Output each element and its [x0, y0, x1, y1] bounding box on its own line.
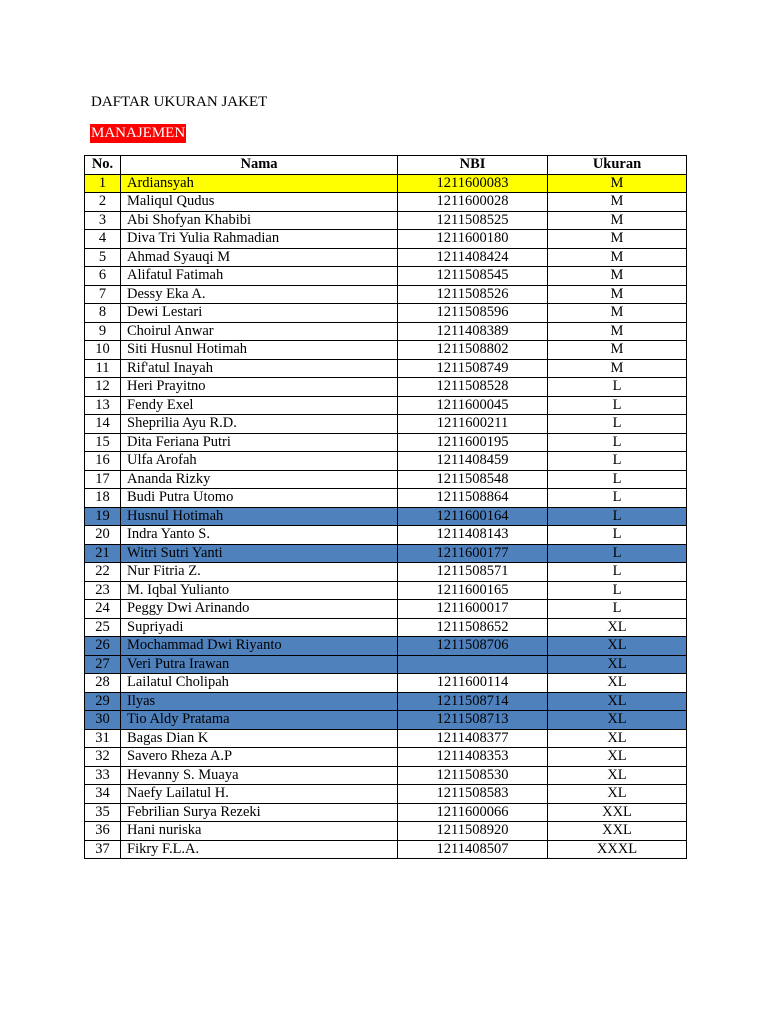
cell-no: 27	[85, 655, 121, 674]
cell-nbi: 1211408507	[398, 840, 548, 859]
cell-name: Ulfa Arofah	[121, 452, 398, 471]
cell-size: XXL	[548, 803, 687, 822]
table-row	[85, 285, 687, 304]
cell-name: Witri Sutri Yanti	[121, 544, 398, 563]
cell-nbi: 1211508583	[398, 785, 548, 804]
cell-no: 14	[85, 415, 121, 434]
cell-size: XL	[548, 637, 687, 656]
cell-size: XXL	[548, 822, 687, 841]
cell-size: L	[548, 526, 687, 545]
cell-no: 15	[85, 433, 121, 452]
section-label: MANAJEMEN	[91, 125, 186, 141]
cell-no: 17	[85, 470, 121, 489]
cell-name: Peggy Dwi Arinando	[121, 600, 398, 619]
cell-size: L	[548, 544, 687, 563]
cell-nbi: 1211600177	[398, 544, 548, 563]
cell-nbi: 1211600066	[398, 803, 548, 822]
cell-no: 19	[85, 507, 121, 526]
cell-name: Hevanny S. Muaya	[121, 766, 398, 785]
cell-name: Choirul Anwar	[121, 322, 398, 341]
cell-size: L	[548, 581, 687, 600]
cell-no: 29	[85, 692, 121, 711]
cell-name: Ananda Rizky	[121, 470, 398, 489]
cell-size: M	[548, 193, 687, 212]
cell-no: 33	[85, 766, 121, 785]
cell-name: Budi Putra Utomo	[121, 489, 398, 508]
cell-size: M	[548, 341, 687, 360]
table-row	[85, 674, 687, 693]
cell-no: 25	[85, 618, 121, 637]
cell-nbi: 1211600028	[398, 193, 548, 212]
cell-size: L	[548, 415, 687, 434]
cell-name: Dessy Eka A.	[121, 285, 398, 304]
table-row	[85, 470, 687, 489]
cell-nbi: 1211600083	[398, 174, 548, 193]
cell-size: XL	[548, 785, 687, 804]
cell-size: XL	[548, 711, 687, 730]
cell-size: XL	[548, 729, 687, 748]
cell-nbi: 1211408353	[398, 748, 548, 767]
cell-no: 30	[85, 711, 121, 730]
cell-size: L	[548, 433, 687, 452]
cell-name: Savero Rheza A.P	[121, 748, 398, 767]
cell-name: Hani nuriska	[121, 822, 398, 841]
cell-name: Naefy Lailatul H.	[121, 785, 398, 804]
cell-nbi: 1211508864	[398, 489, 548, 508]
cell-size: M	[548, 174, 687, 193]
cell-name: Husnul Hotimah	[121, 507, 398, 526]
cell-no: 8	[85, 304, 121, 323]
cell-name: Dita Feriana Putri	[121, 433, 398, 452]
cell-size: L	[548, 452, 687, 471]
cell-size: M	[548, 304, 687, 323]
cell-nbi: 1211600180	[398, 230, 548, 249]
table-row	[85, 489, 687, 508]
cell-no: 13	[85, 396, 121, 415]
jacket-size-table	[84, 155, 687, 859]
cell-no: 18	[85, 489, 121, 508]
table-row	[85, 655, 687, 674]
cell-size: M	[548, 285, 687, 304]
header-nbi: NBI	[398, 156, 548, 175]
cell-size: XL	[548, 692, 687, 711]
table-header-row	[85, 156, 687, 175]
cell-size: L	[548, 563, 687, 582]
table-row	[85, 230, 687, 249]
cell-nbi: 1211508545	[398, 267, 548, 286]
cell-no: 26	[85, 637, 121, 656]
cell-no: 22	[85, 563, 121, 582]
cell-nbi: 1211508548	[398, 470, 548, 489]
cell-size: L	[548, 396, 687, 415]
cell-name: Maliqul Qudus	[121, 193, 398, 212]
cell-size: L	[548, 600, 687, 619]
cell-size: XL	[548, 674, 687, 693]
cell-no: 31	[85, 729, 121, 748]
table-row	[85, 748, 687, 767]
cell-name: Supriyadi	[121, 618, 398, 637]
table-row	[85, 729, 687, 748]
cell-no: 3	[85, 211, 121, 230]
cell-name: Ardiansyah	[121, 174, 398, 193]
cell-size: XL	[548, 618, 687, 637]
table-row	[85, 304, 687, 323]
table-row	[85, 581, 687, 600]
cell-name: Heri Prayitno	[121, 378, 398, 397]
cell-name: Mochammad Dwi Riyanto	[121, 637, 398, 656]
table-row	[85, 766, 687, 785]
table-row	[85, 193, 687, 212]
table-row	[85, 174, 687, 193]
cell-size: M	[548, 248, 687, 267]
table-row	[85, 637, 687, 656]
cell-no: 5	[85, 248, 121, 267]
cell-name: Ahmad Syauqi M	[121, 248, 398, 267]
cell-size: M	[548, 267, 687, 286]
table-row	[85, 396, 687, 415]
cell-nbi: 1211408424	[398, 248, 548, 267]
cell-name: Indra Yanto S.	[121, 526, 398, 545]
cell-name: Lailatul Cholipah	[121, 674, 398, 693]
cell-size: L	[548, 470, 687, 489]
cell-nbi: 1211600165	[398, 581, 548, 600]
cell-no: 9	[85, 322, 121, 341]
cell-nbi: 1211508713	[398, 711, 548, 730]
cell-size: M	[548, 211, 687, 230]
cell-name: Veri Putra Irawan	[121, 655, 398, 674]
cell-no: 7	[85, 285, 121, 304]
cell-size: XL	[548, 748, 687, 767]
cell-nbi: 1211508596	[398, 304, 548, 323]
cell-no: 37	[85, 840, 121, 859]
cell-no: 35	[85, 803, 121, 822]
cell-no: 34	[85, 785, 121, 804]
cell-size: M	[548, 322, 687, 341]
cell-nbi: 1211508652	[398, 618, 548, 637]
cell-size: M	[548, 230, 687, 249]
cell-nbi: 1211600017	[398, 600, 548, 619]
cell-no: 11	[85, 359, 121, 378]
table-row	[85, 785, 687, 804]
table-row	[85, 803, 687, 822]
cell-no: 6	[85, 267, 121, 286]
table-row	[85, 563, 687, 582]
cell-nbi: 1211508714	[398, 692, 548, 711]
cell-nbi: 1211408143	[398, 526, 548, 545]
table-row	[85, 618, 687, 637]
cell-name: Diva Tri Yulia Rahmadian	[121, 230, 398, 249]
table-row	[85, 267, 687, 286]
cell-nbi: 1211408377	[398, 729, 548, 748]
cell-name: Tio Aldy Pratama	[121, 711, 398, 730]
cell-no: 24	[85, 600, 121, 619]
cell-nbi: 1211408389	[398, 322, 548, 341]
table-row	[85, 544, 687, 563]
cell-nbi: 1211508749	[398, 359, 548, 378]
cell-no: 32	[85, 748, 121, 767]
cell-nbi: 1211600045	[398, 396, 548, 415]
header-no: No.	[85, 156, 121, 175]
cell-no: 1	[85, 174, 121, 193]
cell-name: Fendy Exel	[121, 396, 398, 415]
cell-nbi: 1211508706	[398, 637, 548, 656]
cell-size: XL	[548, 655, 687, 674]
table-row	[85, 433, 687, 452]
cell-nbi: 1211600195	[398, 433, 548, 452]
cell-nbi: 1211600114	[398, 674, 548, 693]
cell-nbi: 1211508571	[398, 563, 548, 582]
cell-name: Sheprilia Ayu R.D.	[121, 415, 398, 434]
table-row	[85, 600, 687, 619]
cell-no: 23	[85, 581, 121, 600]
table-row	[85, 415, 687, 434]
table-row	[85, 692, 687, 711]
table-row	[85, 322, 687, 341]
cell-size: L	[548, 507, 687, 526]
cell-name: Rif'atul Inayah	[121, 359, 398, 378]
cell-no: 28	[85, 674, 121, 693]
cell-nbi: 1211508920	[398, 822, 548, 841]
table-row	[85, 526, 687, 545]
cell-size: XL	[548, 766, 687, 785]
table-row	[85, 507, 687, 526]
cell-no: 10	[85, 341, 121, 360]
cell-no: 20	[85, 526, 121, 545]
table-row	[85, 378, 687, 397]
cell-name: Siti Husnul Hotimah	[121, 341, 398, 360]
table-row	[85, 211, 687, 230]
cell-name: Nur Fitria Z.	[121, 563, 398, 582]
table-row	[85, 359, 687, 378]
cell-size: L	[548, 378, 687, 397]
header-size: Ukuran	[548, 156, 687, 175]
cell-no: 21	[85, 544, 121, 563]
header-name: Nama	[121, 156, 398, 175]
cell-no: 12	[85, 378, 121, 397]
cell-nbi: 1211408459	[398, 452, 548, 471]
cell-size: L	[548, 489, 687, 508]
cell-nbi: 1211508525	[398, 211, 548, 230]
cell-name: Bagas Dian K	[121, 729, 398, 748]
cell-nbi: 1211508526	[398, 285, 548, 304]
table-row	[85, 711, 687, 730]
cell-name: Abi Shofyan Khabibi	[121, 211, 398, 230]
cell-name: Ilyas	[121, 692, 398, 711]
table-row	[85, 248, 687, 267]
cell-nbi: 1211508802	[398, 341, 548, 360]
cell-nbi: 1211600211	[398, 415, 548, 434]
cell-nbi: 1211508530	[398, 766, 548, 785]
cell-no: 2	[85, 193, 121, 212]
table-row	[85, 341, 687, 360]
cell-no: 4	[85, 230, 121, 249]
cell-name: Dewi Lestari	[121, 304, 398, 323]
cell-no: 16	[85, 452, 121, 471]
cell-nbi: 1211508528	[398, 378, 548, 397]
cell-name: Alifatul Fatimah	[121, 267, 398, 286]
table-row	[85, 452, 687, 471]
cell-nbi	[398, 655, 548, 674]
cell-size: M	[548, 359, 687, 378]
table-row	[85, 840, 687, 859]
cell-name: Fikry F.L.A.	[121, 840, 398, 859]
document-title: DAFTAR UKURAN JAKET	[91, 94, 268, 110]
table-row	[85, 822, 687, 841]
cell-name: Febrilian Surya Rezeki	[121, 803, 398, 822]
cell-name: M. Iqbal Yulianto	[121, 581, 398, 600]
cell-nbi: 1211600164	[398, 507, 548, 526]
cell-no: 36	[85, 822, 121, 841]
cell-size: XXXL	[548, 840, 687, 859]
